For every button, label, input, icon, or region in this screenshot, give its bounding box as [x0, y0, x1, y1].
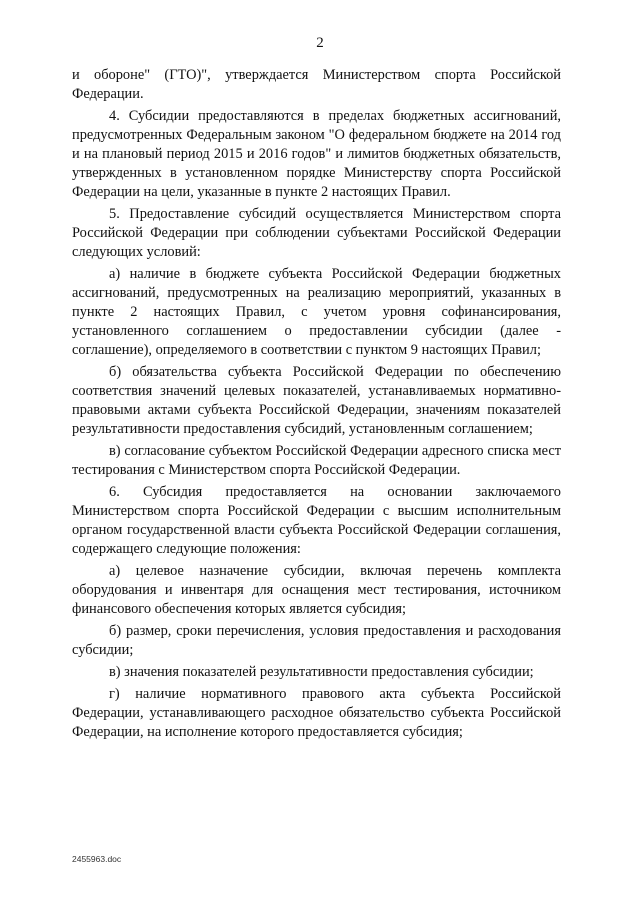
paragraph-item-5v: в) согласование субъектом Российской Федерации адресного списка мест тестирования с Министерством спорта Российской Федерации.: [72, 442, 561, 478]
paragraph-item-4: 4. Субсидии предоставляются в пределах бюджетных ассигнований, предусмотренных Федеральным законом "О федеральном бюджете на 2014 год и на плановый период 2015 и 2016 годов" и лимитов бюджетных обязательств, утвержденных в установленном порядке Министерству спорта Российской Федерации на цели, указанные в пункте 2 настоящих Правил.: [72, 108, 561, 200]
paragraph-item-6a: а) целевое назначение субсидии, включая перечень комплекта оборудования и инвентаря для оснащения мест тестирования, источником финансового обеспечения которых является субсидия;: [72, 562, 561, 617]
page-number: 2: [316, 35, 324, 51]
paragraph-item-6b: б) размер, сроки перечисления, условия предоставления и расходования субсидии;: [72, 622, 561, 658]
paragraph-item-6g: г) наличие нормативного правового акта субъекта Российской Федерации, устанавливающего расходное обязательство субъекта Российской Федерации, на исполнение которого предоставляется субсидия;: [72, 686, 561, 740]
paragraph-item-6v: в) значения показателей результативности предоставления субсидии;: [109, 663, 534, 680]
paragraph-item-5a: а) наличие в бюджете субъекта Российской Федерации бюджетных ассигнований, предусмотренных на реализацию мероприятий, указанных в пункте 2 настоящих Правил, с учетом уровня софинансирования, установленного соглашением о предоставлении субсидии (далее - соглашение), определяемого в соответствии с пунктом 9 настоящих Правил;: [72, 265, 561, 358]
document-footer-filename: 2455963.doc: [72, 854, 122, 864]
paragraph-continuation: и обороне" (ГТО)", утверждается Министерством спорта Российской Федерации.: [72, 67, 561, 102]
paragraph-item-5b: б) обязательства субъекта Российской Федерации по обеспечению соответствия значений целевых показателей, устанавливаемых нормативно-правовыми актами субъекта Российской Федерации, значениям показателей результативности предоставления субсидий, установленным соглашением;: [72, 363, 561, 437]
paragraph-item-6: 6. Субсидия предоставляется на основании заключаемого Министерством спорта Российской Федерации с высшим исполнительным органом государственной власти субъекта Российской Федерации соглашения, содержащего следующие положения:: [72, 483, 561, 557]
document-body: [72, 66, 561, 745]
paragraph-item-5: 5. Предоставление субсидий осуществляется Министерством спорта Российской Федерации при соблюдении субъектами Российской Федерации следующих условий:: [72, 205, 561, 260]
